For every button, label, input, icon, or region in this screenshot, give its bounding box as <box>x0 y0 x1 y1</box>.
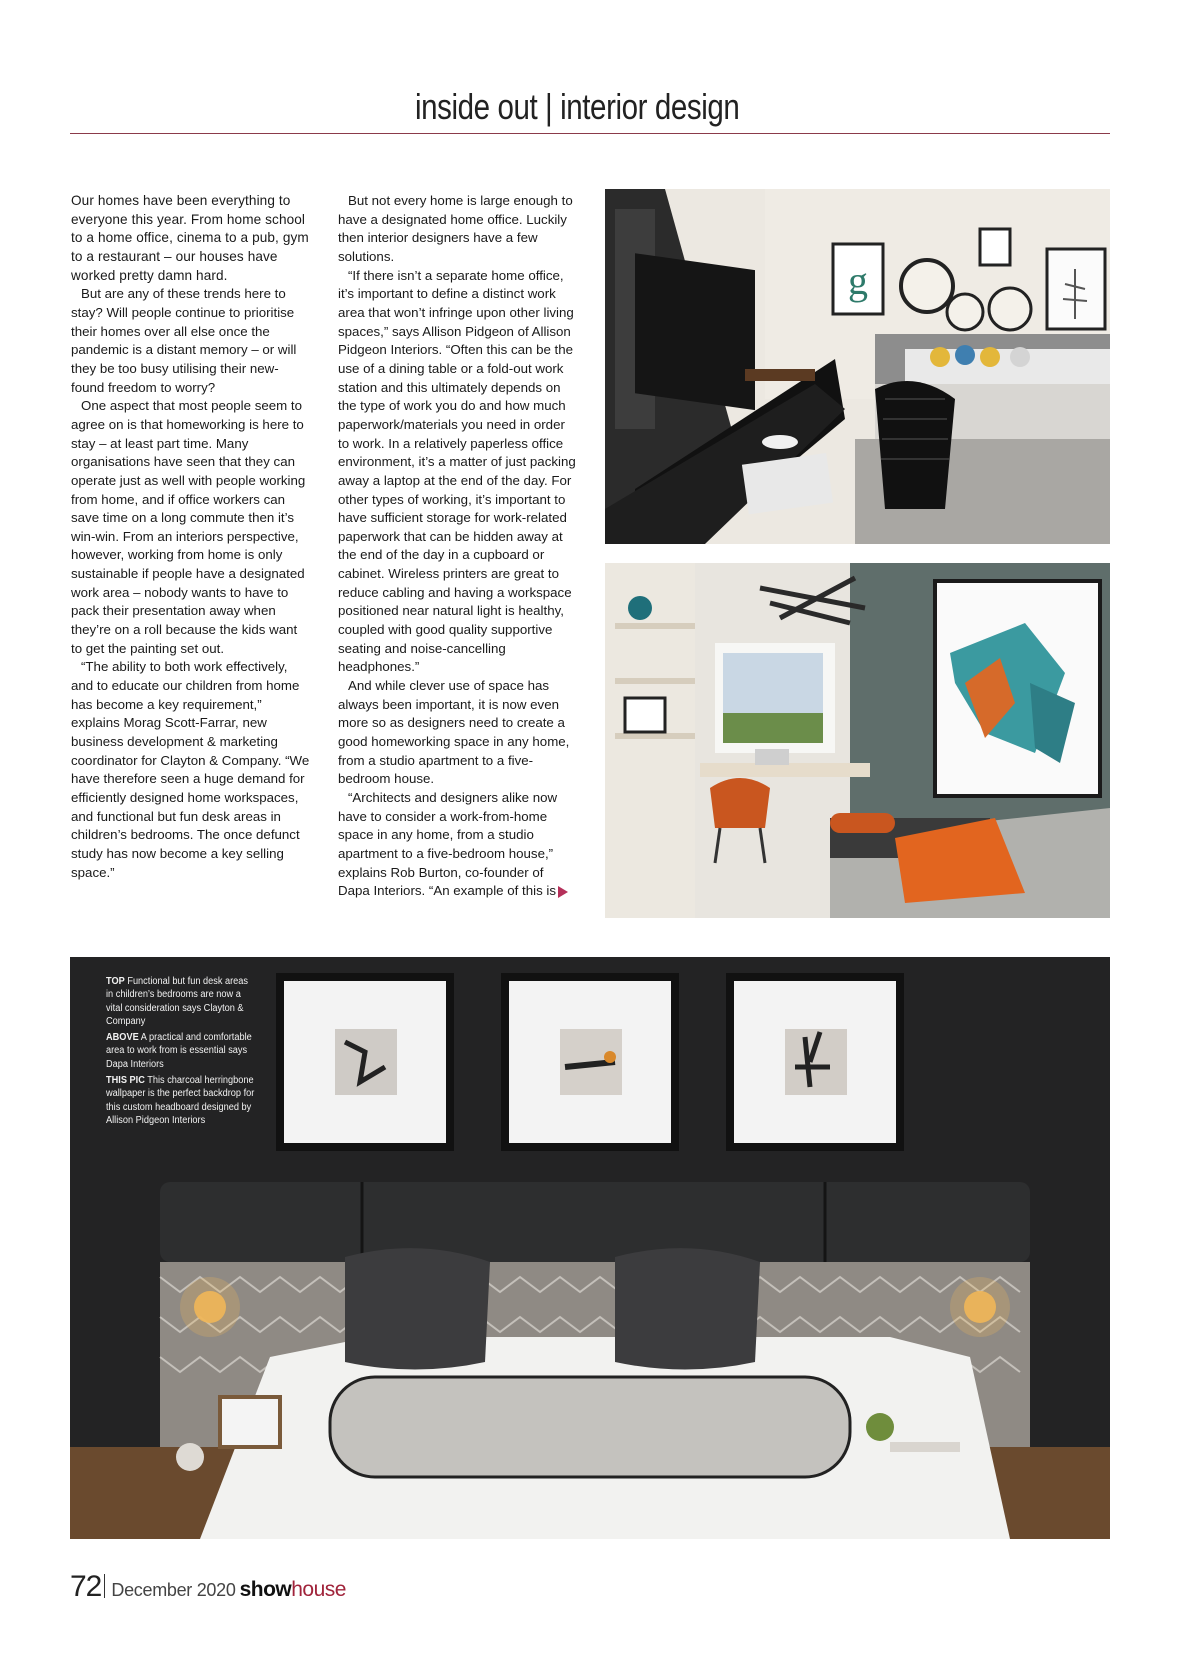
caption-key: THIS PIC <box>106 1075 145 1087</box>
photo-childrens-bedroom-desk <box>605 189 1110 544</box>
caption-above <box>106 1031 255 1071</box>
svg-text:g: g <box>848 258 868 303</box>
brand-logo-bold: show <box>239 1578 292 1601</box>
caption-this-pic <box>106 1074 255 1127</box>
article-paragraph: “If there isn’t a separate home office, it’s important to define a distinct work area that won’t infringe upon other living spaces,” says Allison Pidgeon of Allison Pidgeon Interiors. “Often this can be the use of a dining table or a fold-out work station and this ultimately depends on the type of work you do and how much paperwork/materials you need in order to work. In a relatively paperless office environment, it’s a matter of just packing away a laptop at the end of the day. For other types of working, it’s important to have sufficient storage for work-related paperwork that can be hidden away at the end of the day in a cupboard or cabinet. Wireless printers are great to reduce cabling and having a workspace positioned near natural light is healthy, coupled with good quality supportive seating and noise-cancelling headphones.” <box>338 267 576 675</box>
article-paragraph: One aspect that most people seem to agree on is that homeworking is here to stay – at least part time. Many organisations have seen that they can operate just as well with people working from home, and if office workers can save time on a long commute then it’s win-win. From an interiors perspective, however, working from home is only sustainable if people have a designated work area – nobody wants to have to pack their presentation away when they’re on a roll because the kids want to get the painting set out. <box>71 398 306 656</box>
page-footer <box>70 1570 346 1610</box>
caption-text: This charcoal herringbone wallpaper is the perfect backdrop for this custom headboard designed by Allison Pidgeon Interiors <box>106 1075 255 1126</box>
issue-date: December 2020 <box>111 1580 236 1600</box>
caption-top <box>106 975 255 1028</box>
caption-text: Functional but fun desk areas in children’s bedrooms are now a vital consideration says Clayton & Company <box>106 976 249 1027</box>
caption-key: ABOVE <box>106 1032 139 1044</box>
brand-logo <box>240 1578 346 1601</box>
photo-captions <box>106 975 255 1130</box>
photo-study-room <box>605 563 1110 918</box>
article-column-2 <box>338 192 578 901</box>
footer-divider <box>104 1574 105 1598</box>
page-number: 72 <box>70 1570 102 1603</box>
article-paragraph-last <box>338 789 578 901</box>
article-paragraph: But are any of these trends here to stay? Will people continue to prioritise their homes over all else once the pandemic is a distant memory – or will they be too busy utilising their new-found freedom to worry? <box>71 286 297 395</box>
article-paragraph-text: “Architects and designers alike now have to consider a work-from-home space in any home, from a studio apartment to a five-bedroom house,” explains Rob Burton, co-founder of Dapa Interiors. “An example of this is <box>338 790 558 899</box>
article-paragraph: “The ability to both work effectively, and to educate our children from home has become a key requirement,” explains Morag Scott-Farrar, new business development & marketing coordinator for Clayton & Company. “We have therefore seen a huge demand for efficiently designed home workspaces, and functional but fun desk areas in children’s bedrooms. The once defunct study has now become a key selling space.” <box>71 659 310 880</box>
caption-text: A practical and comfortable area to work from is essential says Dapa Interiors <box>106 1032 252 1070</box>
brand-logo-light: house <box>291 1578 346 1601</box>
article-lead-paragraph: Our homes have been everything to everyone this year. From home school to a home office, cinema to a pub, gym to a restaurant – our houses have worked pretty damn hard. <box>71 193 309 283</box>
header-rule <box>70 133 1110 134</box>
article-paragraph: And while clever use of space has always been important, it is now even more so as designers need to create a good homeworking space in any home, from a studio apartment to a five-bedroom house. <box>338 678 570 787</box>
section-title: inside out | interior design <box>415 86 740 127</box>
triangle-right-icon <box>558 886 568 898</box>
article-column-1 <box>71 192 311 882</box>
article-paragraph: But not every home is large enough to have a designated home office. Luckily then interior designers have a few solutions. <box>338 193 573 264</box>
caption-key: TOP <box>106 976 125 987</box>
